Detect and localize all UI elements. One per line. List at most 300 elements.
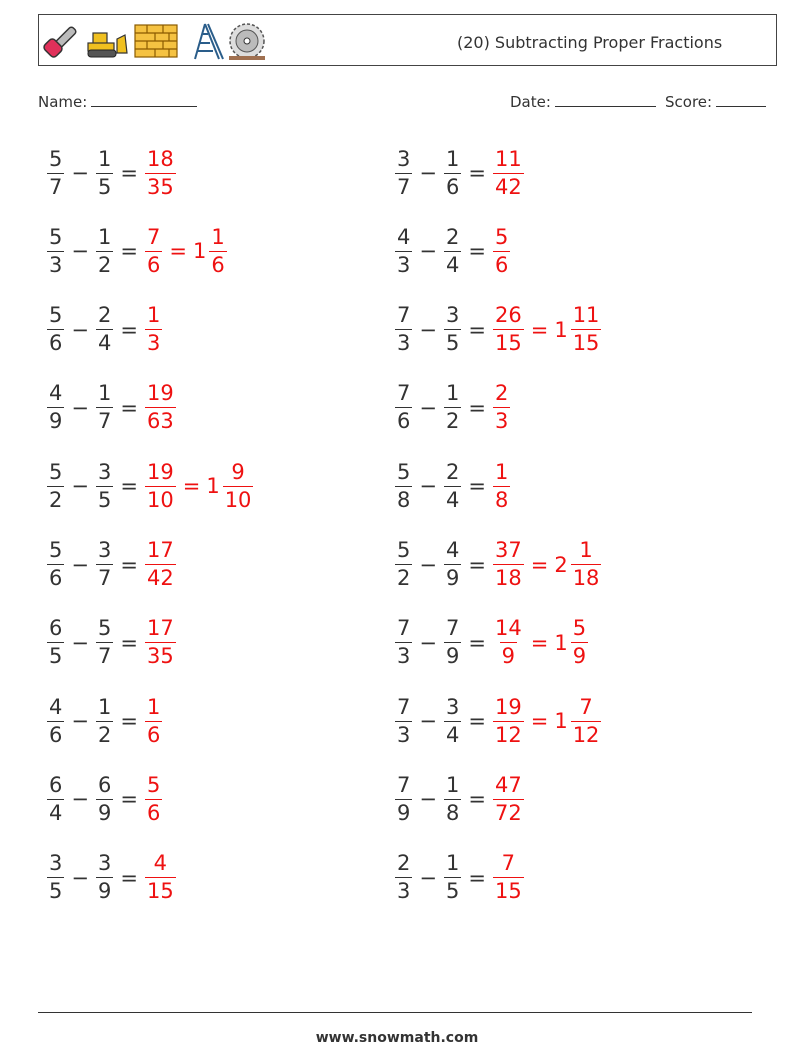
minuend-fraction <box>47 694 64 747</box>
subtrahend-numerator: 3 <box>445 694 460 719</box>
minus-sign: − <box>419 474 437 499</box>
minuend-fraction <box>395 540 412 589</box>
bulldozer-icon <box>88 33 127 57</box>
chainsaw-icon <box>43 26 77 59</box>
equals-sign: = <box>468 161 486 185</box>
answer-denominator: 10 <box>146 487 174 512</box>
subtrahend-denominator: 7 <box>97 644 112 669</box>
name-label: Name: <box>38 93 88 111</box>
minuend-numerator: 5 <box>397 459 411 484</box>
answer-fraction <box>493 305 524 354</box>
subtrahend-numerator: 3 <box>97 459 112 484</box>
mixed-denominator: 15 <box>572 331 600 356</box>
mixed-numerator: 9 <box>231 459 245 484</box>
answer-numerator: 19 <box>494 694 522 719</box>
answer <box>142 305 165 354</box>
subtrahend-fraction <box>96 146 113 199</box>
subtrahend-fraction <box>444 618 461 667</box>
minus-sign: − <box>71 552 89 577</box>
equals-sign: = <box>120 865 138 890</box>
answer-numerator: 2 <box>494 381 509 406</box>
subtrahend-denominator: 9 <box>445 566 460 590</box>
answer-numerator: 1 <box>494 459 509 484</box>
problem-item <box>392 848 527 908</box>
mixed-number <box>165 224 229 277</box>
minuend-numerator: 7 <box>397 303 411 328</box>
minuend-fraction <box>395 383 412 432</box>
answer-numerator: 37 <box>494 538 522 562</box>
equals-sign: = <box>468 787 486 812</box>
minuend-numerator: 6 <box>49 772 63 797</box>
footer-url: www.snowmath.com <box>315 1030 479 1046</box>
minuend-numerator: 3 <box>49 851 63 876</box>
equals-sign: = <box>120 552 138 577</box>
answer-denominator: 35 <box>146 174 174 199</box>
mixed-fraction <box>209 224 226 277</box>
subtrahend-denominator: 8 <box>445 800 460 825</box>
equals-sign: = <box>120 474 138 499</box>
minus-sign: − <box>71 865 89 890</box>
minuend-denominator: 3 <box>397 644 411 669</box>
answer <box>490 618 591 667</box>
answer <box>490 540 604 589</box>
minuend-numerator: 4 <box>49 694 63 719</box>
answer-fraction <box>145 459 176 512</box>
answer-denominator: 6 <box>146 722 161 747</box>
minus-sign: − <box>419 395 437 420</box>
minuend-denominator: 2 <box>49 487 63 512</box>
subtrahend-denominator: 5 <box>445 331 460 356</box>
problem-item <box>392 378 513 438</box>
subtrahend-fraction <box>444 146 461 199</box>
mixed-fraction <box>571 694 602 747</box>
answer-numerator: 1 <box>146 303 161 328</box>
minuend-denominator: 3 <box>397 879 411 904</box>
minus-sign: − <box>419 787 437 812</box>
mixed-fraction <box>571 540 602 589</box>
subtrahend-denominator: 5 <box>97 487 112 512</box>
subtrahend-denominator: 7 <box>97 566 112 590</box>
mixed-numerator: 7 <box>579 694 593 719</box>
subtrahend-fraction <box>96 224 113 277</box>
minuend-denominator: 2 <box>397 566 411 590</box>
answer-denominator: 72 <box>494 800 522 825</box>
subtrahend-fraction <box>444 694 461 747</box>
minus-sign: − <box>71 317 89 342</box>
problem-item <box>44 143 179 203</box>
equals-sign: = <box>468 395 486 420</box>
score-label: Score: <box>665 93 713 111</box>
answer-fraction <box>145 383 176 432</box>
minus-sign: − <box>419 239 437 264</box>
mixed-fraction <box>571 618 588 667</box>
minuend-denominator: 9 <box>49 409 63 434</box>
minus-sign: − <box>419 630 437 655</box>
minus-sign: − <box>71 161 89 185</box>
minuend-fraction <box>47 383 64 432</box>
minuend-fraction <box>47 146 64 199</box>
answer-denominator: 9 <box>501 644 516 669</box>
mixed-whole: 1 <box>554 630 568 655</box>
minus-sign: − <box>71 709 89 734</box>
mixed-whole: 2 <box>554 552 568 577</box>
mixed-fraction <box>223 459 254 512</box>
answer-equals-sign: = <box>530 317 549 342</box>
subtrahend-numerator: 1 <box>445 146 460 171</box>
answer <box>142 383 179 432</box>
answer-fraction <box>145 618 176 667</box>
worksheet-header <box>38 14 777 66</box>
problem-item <box>392 456 513 516</box>
minuend-numerator: 5 <box>49 224 63 249</box>
subtrahend-denominator: 7 <box>97 409 112 434</box>
minuend-denominator: 3 <box>397 722 411 747</box>
answer-numerator: 14 <box>494 616 522 641</box>
minuend-fraction <box>47 772 64 825</box>
answer <box>490 146 527 199</box>
minus-sign: − <box>71 395 89 420</box>
subtrahend-fraction <box>444 383 461 432</box>
answer <box>142 853 179 902</box>
subtrahend-numerator: 3 <box>445 303 460 328</box>
minus-sign: − <box>419 552 437 577</box>
minuend-numerator: 7 <box>397 616 411 641</box>
answer-denominator: 3 <box>146 331 161 356</box>
header-icons <box>43 21 283 61</box>
subtrahend-numerator: 1 <box>97 381 112 406</box>
answer <box>142 146 179 199</box>
minuend-denominator: 3 <box>397 331 411 356</box>
minuend-numerator: 5 <box>49 303 63 328</box>
answer-denominator: 6 <box>146 800 161 825</box>
answer-fraction <box>493 146 524 199</box>
subtrahend-fraction <box>444 540 461 589</box>
problem-item <box>44 769 165 829</box>
answer-numerator: 11 <box>494 146 522 171</box>
mixed-denominator: 12 <box>572 722 600 747</box>
subtrahend-fraction <box>96 618 113 667</box>
answer <box>490 459 513 512</box>
problem-item <box>392 535 604 595</box>
minus-sign: − <box>419 865 437 890</box>
subtrahend-fraction <box>444 772 461 825</box>
minus-sign: − <box>71 787 89 812</box>
mixed-numerator: 11 <box>572 303 600 328</box>
minuend-numerator: 4 <box>49 381 63 406</box>
subtrahend-numerator: 2 <box>445 224 460 249</box>
minuend-numerator: 5 <box>397 538 411 562</box>
minuend-denominator: 7 <box>397 174 411 199</box>
answer-denominator: 15 <box>146 879 174 904</box>
minuend-fraction <box>47 618 64 667</box>
answer-numerator: 47 <box>494 772 522 797</box>
answer-denominator: 12 <box>494 722 522 747</box>
problem-item <box>44 613 179 673</box>
answer-fraction <box>493 459 510 512</box>
answer-fraction <box>493 853 524 902</box>
answer-numerator: 5 <box>494 224 509 249</box>
subtrahend-numerator: 1 <box>445 381 460 406</box>
subtrahend-numerator: 7 <box>445 616 460 641</box>
problem-item <box>44 456 256 516</box>
answer-numerator: 5 <box>146 772 161 797</box>
name-field[interactable] <box>38 92 197 111</box>
subtrahend-fraction <box>96 853 113 902</box>
mixed-number <box>527 305 605 354</box>
subtrahend-fraction <box>96 540 113 589</box>
subtrahend-denominator: 4 <box>445 487 460 512</box>
mixed-denominator: 6 <box>211 252 225 277</box>
mixed-whole: 1 <box>554 709 568 734</box>
subtrahend-denominator: 2 <box>97 722 112 747</box>
subtrahend-numerator: 1 <box>97 694 112 719</box>
minuend-fraction <box>395 772 412 825</box>
answer-numerator: 7 <box>501 851 516 876</box>
answer-fraction <box>493 694 524 747</box>
subtrahend-denominator: 4 <box>445 252 460 277</box>
answer-denominator: 3 <box>494 409 509 434</box>
minuend-denominator: 7 <box>49 174 63 199</box>
subtrahend-denominator: 5 <box>445 879 460 904</box>
subtrahend-numerator: 5 <box>97 616 112 641</box>
mixed-numerator: 1 <box>211 224 225 249</box>
answer-denominator: 63 <box>146 409 174 434</box>
mixed-number <box>527 540 605 589</box>
answer-denominator: 35 <box>146 644 174 669</box>
equals-sign: = <box>120 395 138 420</box>
minuend-numerator: 7 <box>397 694 411 719</box>
mixed-number <box>527 618 591 667</box>
answer <box>142 694 165 747</box>
minus-sign: − <box>71 630 89 655</box>
subtrahend-denominator: 2 <box>97 252 112 277</box>
minus-sign: − <box>419 709 437 734</box>
subtrahend-numerator: 1 <box>97 146 112 171</box>
problem-item <box>44 848 179 908</box>
mixed-whole: 1 <box>554 317 568 342</box>
subtrahend-denominator: 9 <box>97 800 112 825</box>
answer <box>490 305 604 354</box>
equals-sign: = <box>120 239 138 264</box>
subtrahend-numerator: 6 <box>97 772 112 797</box>
minuend-numerator: 6 <box>49 616 63 641</box>
subtrahend-numerator: 2 <box>97 303 112 328</box>
minuend-fraction <box>47 459 64 512</box>
subtrahend-fraction <box>444 853 461 902</box>
answer-denominator: 18 <box>494 566 522 590</box>
minuend-fraction <box>395 618 412 667</box>
answer-equals-sign: = <box>182 474 201 499</box>
minuend-fraction <box>395 459 412 512</box>
equals-sign: = <box>120 630 138 655</box>
minuend-fraction <box>47 540 64 589</box>
subtrahend-denominator: 9 <box>97 879 112 904</box>
minuend-denominator: 8 <box>397 487 411 512</box>
subtrahend-denominator: 4 <box>445 722 460 747</box>
subtrahend-fraction <box>444 305 461 354</box>
ladder-icon <box>195 24 223 59</box>
worksheet-title: (20) Subtracting Proper Fractions <box>457 33 723 52</box>
equals-sign: = <box>468 865 486 890</box>
footer-divider <box>38 1012 752 1013</box>
answer-denominator: 15 <box>494 331 522 356</box>
answer-fraction <box>145 853 176 902</box>
mixed-denominator: 9 <box>572 644 587 669</box>
minuend-numerator: 7 <box>397 772 411 797</box>
equals-sign: = <box>120 161 138 185</box>
minuend-numerator: 4 <box>397 224 411 249</box>
answer <box>490 772 527 825</box>
answer-numerator: 17 <box>146 538 174 562</box>
answer-equals-sign: = <box>530 630 549 655</box>
subtrahend-denominator: 4 <box>97 331 112 356</box>
answer-denominator: 6 <box>146 252 161 277</box>
answer <box>142 618 179 667</box>
name-blank[interactable] <box>91 92 197 107</box>
answer-numerator: 19 <box>146 459 174 484</box>
subtrahend-fraction <box>96 772 113 825</box>
minuend-fraction <box>47 305 64 354</box>
minuend-denominator: 3 <box>397 252 411 277</box>
answer-fraction <box>145 224 162 277</box>
answer-numerator: 7 <box>146 224 161 249</box>
circular-saw-blade-icon <box>229 24 265 60</box>
answer-denominator: 6 <box>494 252 509 277</box>
answer-numerator: 19 <box>146 381 174 406</box>
date-field[interactable] <box>510 92 656 111</box>
answer-numerator: 18 <box>146 146 174 171</box>
answer-equals-sign: = <box>530 552 549 577</box>
minuend-fraction <box>395 853 412 902</box>
subtrahend-numerator: 1 <box>97 224 112 249</box>
answer-equals-sign: = <box>530 709 549 734</box>
subtrahend-numerator: 1 <box>445 851 460 876</box>
equals-sign: = <box>468 709 486 734</box>
subtrahend-denominator: 9 <box>445 644 460 669</box>
minuend-numerator: 3 <box>397 146 411 171</box>
minuend-denominator: 6 <box>397 409 411 434</box>
subtrahend-denominator: 5 <box>97 174 112 199</box>
problem-item <box>44 691 165 751</box>
answer <box>490 224 513 277</box>
mixed-denominator: 10 <box>224 487 252 512</box>
minuend-denominator: 5 <box>49 644 63 669</box>
minuend-denominator: 5 <box>49 879 63 904</box>
subtrahend-fraction <box>444 459 461 512</box>
minus-sign: − <box>71 239 89 264</box>
problem-item <box>44 535 179 595</box>
problem-item <box>392 143 527 203</box>
minuend-numerator: 5 <box>49 459 63 484</box>
answer-denominator: 42 <box>494 174 522 199</box>
problem-item <box>392 221 513 281</box>
subtrahend-numerator: 1 <box>445 772 460 797</box>
answer-fraction <box>145 305 162 354</box>
minuend-fraction <box>395 694 412 747</box>
answer-fraction <box>145 772 162 825</box>
minuend-denominator: 4 <box>49 800 63 825</box>
problem-item <box>392 613 591 673</box>
mixed-numerator: 1 <box>579 538 593 562</box>
subtrahend-fraction <box>444 224 461 277</box>
minuend-numerator: 5 <box>49 538 63 562</box>
subtrahend-denominator: 6 <box>445 174 460 199</box>
answer-fraction <box>145 540 176 589</box>
equals-sign: = <box>120 317 138 342</box>
problem-item <box>392 300 604 360</box>
score-field[interactable] <box>665 92 766 111</box>
minuend-denominator: 3 <box>49 252 63 277</box>
mixed-numerator: 5 <box>572 616 587 641</box>
mixed-number <box>179 459 257 512</box>
subtrahend-fraction <box>96 383 113 432</box>
minuend-fraction <box>395 224 412 277</box>
answer-fraction <box>145 694 162 747</box>
equals-sign: = <box>468 552 486 577</box>
minus-sign: − <box>71 474 89 499</box>
equals-sign: = <box>468 630 486 655</box>
subtrahend-numerator: 3 <box>97 851 112 876</box>
minus-sign: − <box>419 317 437 342</box>
answer-numerator: 4 <box>153 851 168 876</box>
brick-wall-icon <box>135 25 177 57</box>
answer <box>142 224 230 277</box>
problem-item <box>44 300 165 360</box>
subtrahend-numerator: 2 <box>445 459 460 484</box>
problem-item <box>392 691 604 751</box>
minuend-numerator: 2 <box>397 851 411 876</box>
equals-sign: = <box>468 239 486 264</box>
equals-sign: = <box>468 317 486 342</box>
problem-item <box>392 769 527 829</box>
answer <box>490 694 604 747</box>
answer-denominator: 42 <box>146 566 174 590</box>
equals-sign: = <box>468 474 486 499</box>
subtrahend-fraction <box>96 459 113 512</box>
mixed-whole: 1 <box>206 474 220 499</box>
answer-fraction <box>145 146 176 199</box>
score-blank[interactable] <box>716 92 766 107</box>
answer-numerator: 1 <box>146 694 161 719</box>
minuend-numerator: 7 <box>397 381 411 406</box>
minuend-denominator: 6 <box>49 566 63 590</box>
minuend-denominator: 9 <box>397 800 411 825</box>
answer <box>142 772 165 825</box>
minuend-fraction <box>47 224 64 277</box>
date-blank[interactable] <box>555 92 656 107</box>
equals-sign: = <box>120 709 138 734</box>
answer <box>490 853 527 902</box>
answer-fraction <box>493 224 510 277</box>
answer-fraction <box>493 383 510 432</box>
answer <box>490 383 513 432</box>
answer <box>142 459 256 512</box>
subtrahend-fraction <box>96 305 113 354</box>
minuend-fraction <box>395 305 412 354</box>
answer-fraction <box>493 540 524 589</box>
answer-fraction <box>493 618 524 667</box>
answer-equals-sign: = <box>169 239 187 264</box>
problem-item <box>44 378 179 438</box>
answer-numerator: 26 <box>494 303 522 328</box>
subtrahend-numerator: 3 <box>97 538 112 562</box>
minuend-fraction <box>395 146 412 199</box>
minus-sign: − <box>419 161 437 185</box>
answer <box>142 540 179 589</box>
problem-item <box>44 221 230 281</box>
minuend-denominator: 6 <box>49 722 63 747</box>
minuend-denominator: 6 <box>49 331 63 356</box>
